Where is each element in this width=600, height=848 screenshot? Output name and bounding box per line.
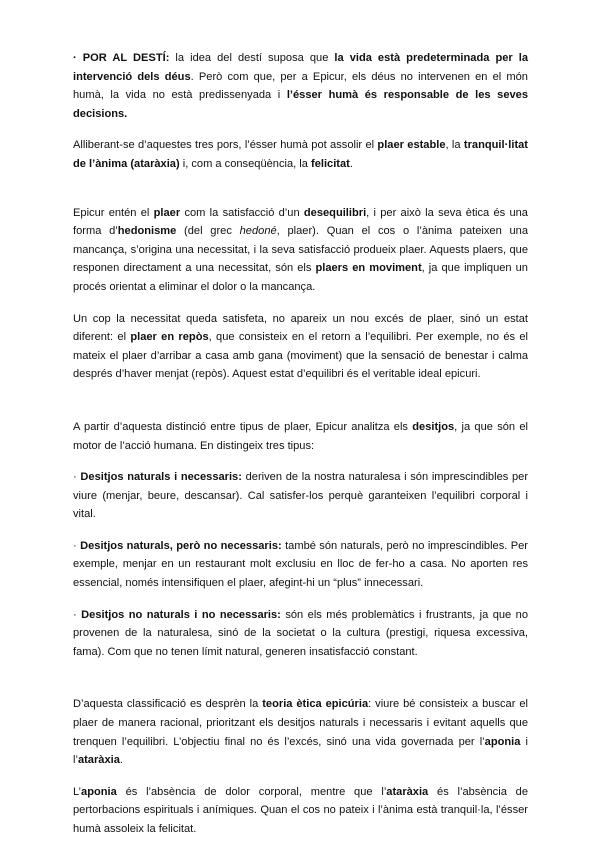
text-run: ·: [73, 608, 82, 621]
bold-term: ataràxia: [77, 754, 120, 767]
paragraph-aponia-ataraxia: [73, 783, 528, 839]
bold-term: ataràxia: [386, 785, 429, 798]
paragraph-epicurean-ethics: [73, 695, 528, 769]
paragraph-liberation: [73, 136, 528, 173]
text-run: Epicur entén el: [73, 206, 154, 219]
bold-term: tranquil·litat de l’ànima (ataràxia): [73, 139, 528, 170]
text-run: , ja que impliquen un procés orientat a eliminar el dolor o la mancança.: [73, 262, 528, 293]
text-run: L’: [73, 785, 82, 798]
bold-term: desequilibri: [303, 206, 367, 219]
paragraph-desires-intro: [73, 418, 528, 455]
text-run: , i per això la seva ètica és una forma d’: [73, 206, 528, 238]
list-item-natural-not-necessary: [73, 537, 528, 593]
text-run: .: [119, 754, 123, 767]
text-run: com la satisfacció d’un: [180, 206, 304, 219]
text-run: (del grec: [176, 225, 240, 238]
bold-term: teoria ètica epicúria: [262, 698, 369, 711]
text-run: , la: [445, 139, 464, 152]
bold-term: l’ésser humà és responsable de les seves decisions.: [73, 89, 529, 120]
bold-term: Desitjos naturals, però no necessaris:: [80, 539, 282, 552]
bold-term: plaer: [153, 206, 181, 219]
text-run: i l’: [73, 735, 528, 767]
text-run: és l’absència de dolor corporal, mentre que l’: [116, 785, 387, 798]
bold-term: plaers en moviment: [315, 262, 422, 275]
list-item-natural-necessary: [73, 468, 528, 524]
text-run: i, com a conseqüència, la: [179, 157, 312, 170]
text-run: , plaer). Quan el cos o l’ànima pateixen una mancança, s’origina una necessitat, i la seva satisfacció produeix plaer. Aquests plaers, que responen directament a una necessitat, són els: [73, 225, 528, 275]
bold-term: aponia: [81, 785, 117, 798]
text-run: ·: [73, 539, 81, 552]
bold-term: Desitjos naturals i necessaris:: [80, 471, 242, 484]
text-run: és l’absència de pertorbacions espirituals i anímiques. Quan el cos no pateix i l’ànima està tranquil·la, l’ésser humà assoleix la felicitat.: [73, 785, 528, 835]
text-run: , que consisteix en el retorn a l’equilibri. Per exemple, no és el mateix el plaer d’arribar a casa amb gana (moviment) que la sensació de benestar i calma després d’haver menjat (repòs). Aquest estat d’equilibri és el veritable ideal epicuri.: [73, 331, 528, 381]
paragraph-fear-of-destiny: [73, 49, 528, 123]
text-run: , ja que són el motor de l’acció humana. En distingeix tres tipus:: [73, 420, 528, 452]
paragraph-pleasure-at-rest: [73, 310, 528, 384]
text-run: també són naturals, però no imprescindibles. Per exemple, menjar en un restaurant molt exclusiu en lloc de fer-ho a casa. No aporten res essencial, només intensifiquen el plaer, afegint-hi un “plus” innecessari.: [73, 539, 528, 590]
text-run: : viure bé consisteix a buscar el plaer de manera racional, prioritzant els desitjos naturals i necessaris i evitant aquells que trenquen l’equilibri. L’objectiu final no és l’excés, sinó una vida governada per l’: [73, 698, 528, 748]
text-run: Alliberant-se d’aquestes tres pors, l’ésser humà pot assolir el: [73, 139, 378, 152]
paragraph-pleasure-in-motion: [73, 204, 528, 297]
bold-term: aponia: [484, 735, 521, 748]
text-run: A partir d’aquesta distinció entre tipus de plaer, Epicur analitza els: [73, 420, 413, 433]
bold-term: plaer estable: [377, 139, 446, 152]
text-run: ·: [73, 471, 81, 484]
text-run: la idea del destí suposa que: [169, 52, 335, 64]
text-run: .: [349, 157, 353, 170]
text-run: Un cop la necessitat queda satisfeta, no apareix un nou excés de plaer, sinó un estat diferent: el: [73, 312, 528, 344]
text-run: . Però com que, per a Epicur, els déus no intervenen en el món humà, la vida no està predissenyada i: [73, 70, 528, 102]
bold-term: felicitat: [311, 157, 350, 170]
italic-term: hedoné: [239, 225, 277, 238]
bold-term: plaer en repòs: [130, 331, 209, 344]
bold-term: desitjos: [412, 420, 455, 433]
list-item-not-natural: [73, 606, 528, 662]
bold-term: Desitjos no naturals i no necessaris:: [81, 608, 281, 621]
bold-term: hedonisme: [117, 225, 177, 238]
bold-term: · POR AL DESTÍ:: [73, 52, 170, 64]
text-run: D’aquesta classificació es desprèn la: [73, 698, 263, 711]
text-run: deriven de la nostra naturalesa i són imprescindibles per viure (menjar, beure, descansar). Cal satisfer-los perquè garanteixen l’equilibri corporal i vital.: [73, 471, 529, 521]
text-run: són els més problemàtics i frustrants, ja que no provenen de la naturalesa, sinó de la societat o la cultura (prestigi, riquesa excessiva, fama). Com que no tenen límit natural, generen insatisfacció constant.: [73, 608, 528, 658]
bold-term: la vida està predeterminada per la intervenció dels déus: [73, 52, 528, 83]
